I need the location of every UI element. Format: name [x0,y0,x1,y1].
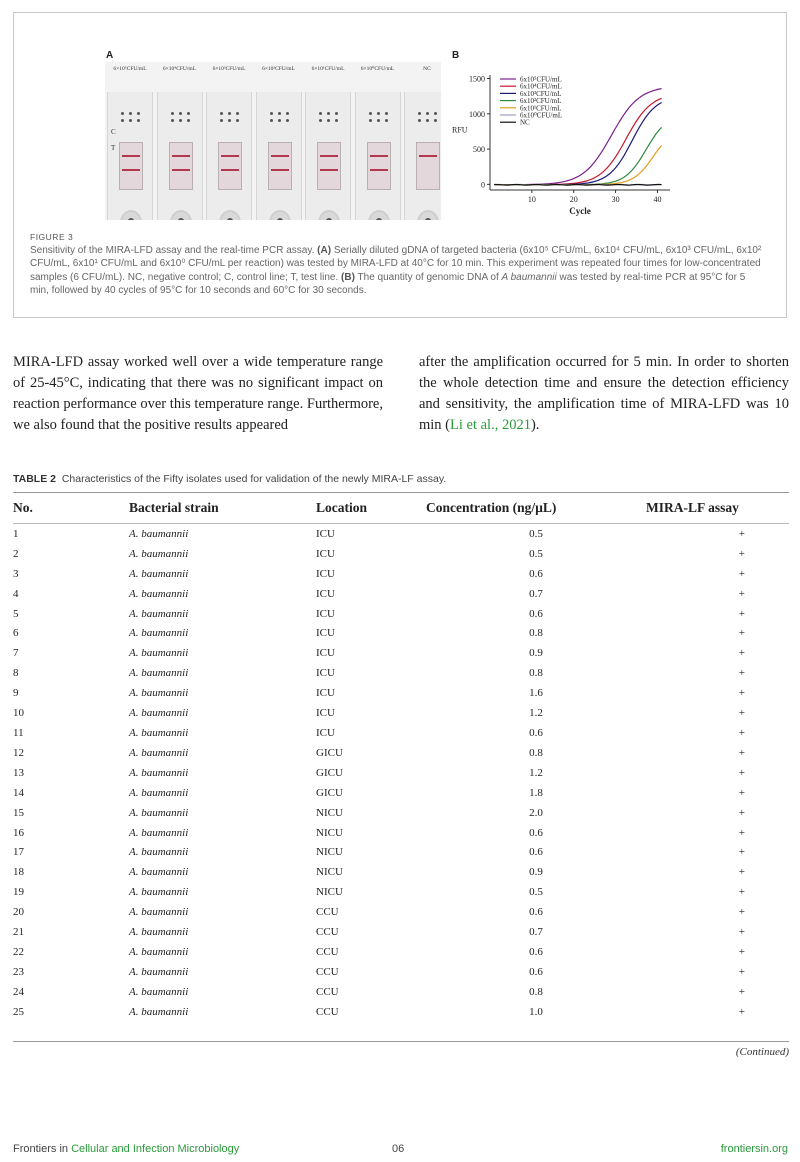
test-line [172,169,190,171]
cell-concentration: 1.8 [529,786,543,799]
y-tick-label: 1000 [469,109,485,119]
lfd-strip [256,92,302,220]
table-row [13,524,789,544]
x-tick-label: 40 [653,195,662,204]
table-row [13,783,789,803]
strip-dots [418,112,438,124]
table-row [13,862,789,882]
cell-concentration: 0.8 [529,746,543,759]
panel-a-letter: A [106,50,114,61]
table-row [13,962,789,982]
cell-no: 23 [13,965,24,978]
cell-mira-lf: + [738,707,745,720]
cell-mira-lf: + [738,607,745,620]
cell-concentration: 0.5 [529,547,543,560]
cell-location: ICU [316,687,335,700]
cell-no: 17 [13,846,24,859]
table-row [13,703,789,723]
cell-strain: A. baumannii [129,886,189,899]
cell-strain: A. baumannii [129,866,189,879]
body-right-paragraph [419,352,789,436]
strip-window [268,142,292,190]
cell-no: 19 [13,886,24,899]
table-row [13,663,789,683]
cell-strain: A. baumannii [129,527,189,540]
table-row [13,763,789,783]
cell-mira-lf: + [738,985,745,998]
cell-no: 12 [13,746,24,759]
cell-location: GICU [316,746,343,759]
control-line [419,155,437,157]
cell-no: 13 [13,766,24,779]
cell-mira-lf: + [738,926,745,939]
cell-concentration: 0.9 [529,866,543,879]
cell-no: 7 [13,647,19,660]
cell-no: 10 [13,707,24,720]
cell-location: ICU [316,607,335,620]
cell-strain: A. baumannii [129,806,189,819]
cell-mira-lf: + [738,647,745,660]
cell-mira-lf: + [738,826,745,839]
y-tick-label: 0 [481,180,485,190]
cell-strain: A. baumannii [129,786,189,799]
cell-strain: A. baumannii [129,547,189,560]
table-row [13,683,789,703]
cell-location: ICU [316,567,335,580]
cell-no: 16 [13,826,24,839]
cell-strain: A. baumannii [129,746,189,759]
cell-concentration: 0.6 [529,607,543,620]
test-line [370,169,388,171]
cell-concentration: 1.0 [529,1005,543,1018]
cell-mira-lf: + [738,866,745,879]
control-line [172,155,190,157]
cell-strain: A. baumannii [129,985,189,998]
cell-concentration: 0.6 [529,826,543,839]
cell-location: CCU [316,985,339,998]
cell-mira-lf: + [738,786,745,799]
table-row [13,723,789,743]
strip-label: NC [423,66,431,72]
control-line-label: C [111,128,116,136]
footer-site-link[interactable]: frontiersin.org [720,1143,788,1155]
footer-journal-prefix: Frontiers in [13,1143,69,1155]
sample-well [417,210,439,220]
cell-concentration: 0.6 [529,846,543,859]
control-line [370,155,388,157]
cell-concentration: 1.2 [529,707,543,720]
cell-strain: A. baumannii [129,627,189,640]
citation-link[interactable]: Li et al., 2021 [450,417,531,433]
table-row [13,843,789,863]
cell-no: 14 [13,786,24,799]
cell-strain: A. baumannii [129,1005,189,1018]
lfd-strip [157,92,203,220]
panel-b-letter: B [452,50,460,61]
cell-location: NICU [316,806,343,819]
cell-mira-lf: + [738,567,745,580]
cell-location: GICU [316,786,343,799]
body-right-end: ). [530,417,540,433]
caption-a-tag: (A) [317,245,332,256]
cell-no: 4 [13,587,19,600]
footer-journal [13,1143,239,1155]
cell-no: 9 [13,687,19,700]
x-tick-label: 30 [611,195,620,204]
cell-mira-lf: + [738,846,745,859]
cell-mira-lf: + [738,527,745,540]
strip-window [416,142,440,190]
control-line [122,155,140,157]
cell-mira-lf: + [738,886,745,899]
x-tick-label: 20 [569,195,578,204]
cell-no: 8 [13,667,19,680]
sample-well [170,210,192,220]
cell-mira-lf: + [738,766,745,779]
cell-concentration: 0.8 [529,667,543,680]
table-continued-note: (Continued) [735,1046,789,1058]
table-row [13,743,789,763]
cell-location: ICU [316,627,335,640]
control-line [221,155,239,157]
table-row [13,564,789,584]
lfd-strip [107,92,153,220]
header-location: Location [316,493,426,524]
strip-dots [220,112,240,124]
table-row [13,643,789,663]
cell-strain: A. baumannii [129,727,189,740]
cell-no: 6 [13,627,19,640]
strip-dots [319,112,339,124]
caption-b-text-1: The quantity of genomic DNA of [357,271,499,283]
cell-location: NICU [316,826,343,839]
cell-strain: A. baumannii [129,926,189,939]
figure-caption [30,244,766,298]
caption-b-species: A baumannii [501,271,557,283]
legend-entry: 6x10⁵CFU/mL [520,75,562,84]
strip-window [317,142,341,190]
cell-concentration: 0.6 [529,965,543,978]
table-row [13,882,789,902]
cell-mira-lf: + [738,945,745,958]
cell-location: CCU [316,926,339,939]
cell-strain: A. baumannii [129,906,189,919]
lfd-strip [305,92,351,220]
cell-concentration: 0.6 [529,567,543,580]
strip-label: 6×10¹CFU/mL [311,66,345,72]
caption-lead: Sensitivity of the MIRA-LFD assay and the real-time PCR assay. [30,245,315,256]
table-row [13,823,789,843]
caption-b-tag: (B) [341,271,355,283]
sample-well [269,210,291,220]
cell-strain: A. baumannii [129,766,189,779]
test-line [271,169,289,171]
legend-entry: 6x10⁴CFU/mL [520,82,562,91]
table-row [13,922,789,942]
table-label: TABLE 2 [13,473,56,485]
legend-entry: 6x10¹CFU/mL [520,104,562,113]
cell-concentration: 1.2 [529,766,543,779]
lfd-strip [355,92,401,220]
caption-b-text-2: was tested by real-time PCR at 95°C for 5 min, followed by 40 cycles of 95°C for 10 seconds and 60°C for 30 seconds. [30,271,746,297]
cell-no: 21 [13,926,24,939]
legend-entry: 6x10³CFU/mL [520,89,562,98]
lfd-strip [206,92,252,220]
header-strain: Bacterial strain [129,493,316,524]
legend-entry: 6x10²CFU/mL [520,97,562,106]
cell-location: ICU [316,547,335,560]
cell-mira-lf: + [738,906,745,919]
cell-no: 20 [13,906,24,919]
table-row [13,544,789,564]
cell-concentration: 0.6 [529,906,543,919]
cell-mira-lf: + [738,587,745,600]
footer-journal-name[interactable]: Cellular and Infection Microbiology [71,1143,240,1155]
cell-no: 3 [13,567,19,580]
cell-location: NICU [316,846,343,859]
sample-well [120,210,142,220]
cell-concentration: 0.8 [529,985,543,998]
cell-no: 15 [13,806,24,819]
cell-location: CCU [316,1005,339,1018]
sample-well [318,210,340,220]
cell-concentration: 0.7 [529,926,543,939]
strip-dots [121,112,141,124]
cell-no: 22 [13,945,24,958]
header-concentration: Concentration (ng/µL) [426,493,646,524]
cell-mira-lf: + [738,1005,745,1018]
cell-location: CCU [316,945,339,958]
cell-strain: A. baumannii [129,607,189,620]
footer-page-number: 06 [392,1143,405,1155]
cell-mira-lf: + [738,806,745,819]
caption-a-text: Serially diluted gDNA of targeted bacteria (6x10⁵ CFU/mL, 6x10⁴ CFU/mL, 6x10³ CFU/mL, 6x10² CFU/mL, 6x10¹ CFU/mL and 6x10⁰ CFU/mL per reaction) was tested by MIRA-LFD at 40°C for 10 min. This experiment was repeated four times for low-concentrated samples (6 CFU/mL). NC, negative control; C, control line; T, test line. [30,245,762,283]
cell-strain: A. baumannii [129,826,189,839]
table-title-text: Characteristics of the Fifty isolates used for validation of the newly MIRA-LF assay. [61,473,447,485]
cell-location: NICU [316,866,343,879]
test-line [320,169,338,171]
strip-window [367,142,391,190]
control-line [320,155,338,157]
body-left-paragraph: MIRA-LFD assay worked well over a wide temperature range of 25-45°C, indicating that there was no significant impact on reaction performance over this temperature range. Furthermore, we also found that the positive results appeared [13,354,383,433]
cell-concentration: 2.0 [529,806,543,819]
cell-concentration: 0.5 [529,886,543,899]
series-line [494,185,661,186]
cell-strain: A. baumannii [129,846,189,859]
cell-strain: A. baumannii [129,707,189,720]
y-tick-label: 1500 [469,74,485,84]
sample-well [368,210,390,220]
strip-label: 6×10⁰CFU/mL [360,66,395,72]
lfd-strip [404,92,441,220]
cell-no: 1 [13,527,19,540]
cell-no: 11 [13,727,24,740]
cell-concentration: 0.7 [529,587,543,600]
strip-window [218,142,242,190]
header-no: No. [13,493,129,524]
y-tick-label: 500 [473,145,485,155]
y-axis-label: RFU [452,125,468,135]
cell-strain: A. baumannii [129,587,189,600]
test-line [221,169,239,171]
table-header-row [13,493,789,524]
cell-location: ICU [316,667,335,680]
test-line [122,169,140,171]
cell-no: 5 [13,607,19,620]
table-row [13,1002,789,1022]
cell-no: 18 [13,866,24,879]
cell-strain: A. baumannii [129,567,189,580]
cell-strain: A. baumannii [129,667,189,680]
x-axis-label: Cycle [569,206,591,216]
cell-location: NICU [316,886,343,899]
cell-mira-lf: + [738,687,745,700]
cell-location: CCU [316,965,339,978]
cell-location: CCU [316,906,339,919]
strip-label: 6×10⁴CFU/mL [162,66,197,72]
body-right-text: after the amplification occurred for 5 min. In order to shorten the whole detection time and ensure the detection efficiency and sensitivity, the amplification time of MIRA-LFD was 10 min ( [419,354,789,433]
strip-label: 6×10³CFU/mL [212,66,246,72]
header-mira-lf: MIRA-LF assay [646,493,789,524]
cell-mira-lf: + [738,667,745,680]
control-line [271,155,289,157]
table-row [13,584,789,604]
cell-concentration: 0.6 [529,727,543,740]
cell-concentration: 0.5 [529,527,543,540]
cell-no: 2 [13,547,19,560]
cell-location: GICU [316,766,343,779]
cell-location: ICU [316,647,335,660]
cell-mira-lf: + [738,965,745,978]
table-bottom-rule [13,1041,789,1042]
table-row [13,803,789,823]
pcr-amplification-chart [448,65,698,220]
test-line-label: T [111,144,116,152]
strip-dots [171,112,191,124]
cell-concentration: 1.6 [529,687,543,700]
cell-mira-lf: + [738,547,745,560]
table-row [13,982,789,1002]
lfd-strips-photo [105,62,441,220]
table-row [13,902,789,922]
legend-entry: 6x10⁰CFU/mL [520,111,563,120]
cell-location: ICU [316,707,335,720]
strip-dots [369,112,389,124]
cell-location: ICU [316,587,335,600]
table-row [13,942,789,962]
cell-strain: A. baumannii [129,647,189,660]
x-tick-label: 10 [527,195,536,204]
cell-strain: A. baumannii [129,687,189,700]
cell-no: 25 [13,1005,24,1018]
cell-concentration: 0.8 [529,627,543,640]
strip-label: 6×10⁵CFU/mL [113,66,147,72]
cell-strain: A. baumannii [129,945,189,958]
cell-no: 24 [13,985,24,998]
isolates-table [13,492,789,1022]
sample-well [219,210,241,220]
table-row [13,604,789,624]
strip-dots [270,112,290,124]
cell-concentration: 0.6 [529,945,543,958]
cell-mira-lf: + [738,727,745,740]
cell-mira-lf: + [738,746,745,759]
figure-label: FIGURE 3 [30,232,74,242]
strip-window [169,142,193,190]
cell-concentration: 0.9 [529,647,543,660]
cell-location: ICU [316,727,335,740]
table-title [13,473,446,485]
cell-mira-lf: + [738,627,745,640]
table-row [13,624,789,644]
legend-entry: NC [520,118,530,127]
cell-strain: A. baumannii [129,965,189,978]
strip-window [119,142,143,190]
strip-label: 6×10²CFU/mL [262,66,295,72]
cell-location: ICU [316,527,335,540]
